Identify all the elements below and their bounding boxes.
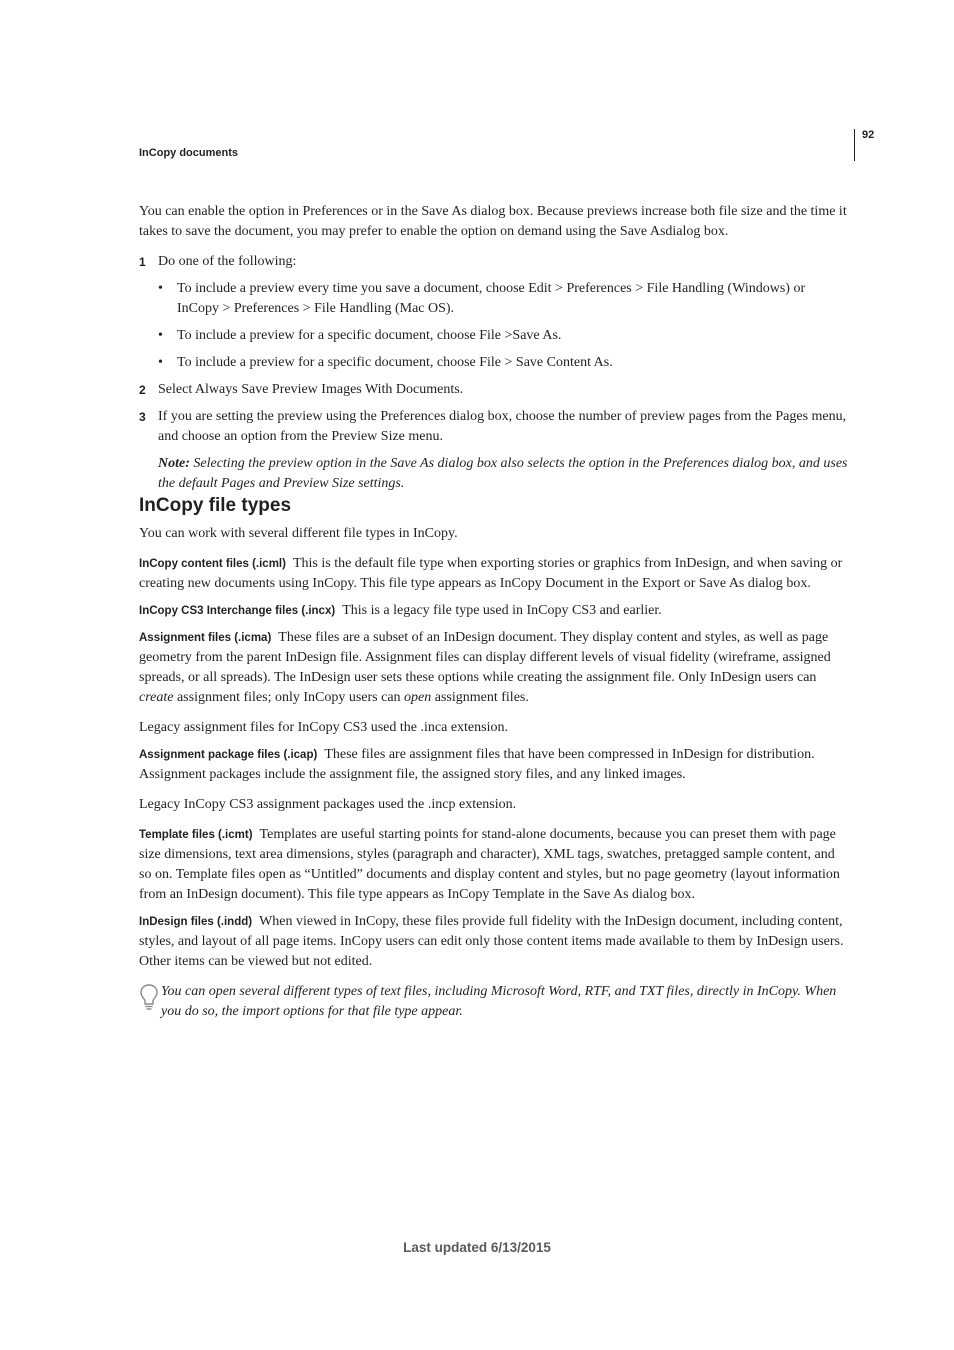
definition-item	[139, 745, 849, 785]
bullet-text: To include a preview for a specific document, choose File > Save Content As.	[177, 355, 613, 370]
definition-text: This is the default file type when exporting stories or graphics from InDesign, and when saving or creating new documents using InCopy. This file type appears as InCopy Document in the Export or Save As dialog box.	[139, 556, 843, 591]
lightbulb-icon	[139, 983, 159, 1013]
definition-term: Assignment files (.icma)	[139, 632, 272, 644]
bullet-icon: •	[158, 328, 163, 343]
body-paragraph: Legacy InCopy CS3 assignment packages used the .incp extension.	[139, 797, 517, 812]
section-intro: You can work with several different file types in InCopy.	[139, 526, 458, 541]
step-number: 3	[139, 410, 146, 424]
bullet-icon: •	[158, 355, 163, 370]
emphasis: create	[139, 690, 174, 705]
page-body	[139, 202, 849, 1022]
section-heading: InCopy file types	[139, 495, 292, 516]
step-text: Select Always Save Preview Images With Documents.	[158, 382, 464, 397]
definition-term: InDesign files (.indd)	[139, 916, 253, 928]
tip-callout	[139, 982, 849, 1022]
tip-text: You can open several different types of text files, including Microsoft Word, RTF, and TXT files, directly in InCopy. When you do so, the import options for that file type appear.	[161, 984, 837, 1019]
definition-text: These files are assignment files that have been compressed in InDesign for distribution. Assignment packages include the assignment file, the assigned story files, and any linked images.	[139, 747, 815, 782]
step-item	[139, 252, 849, 272]
definition-text: Templates are useful starting points for stand-alone documents, because you can preset them with page size dimensions, text area dimensions, styles (paragraph and character), XML tags, swatches, pretagged sample content, and so on. Template files open as “Untitled” documents and display content and styles, but no page geometry (layout information from an InDesign document). This file type appears as InCopy Template in the Save As dialog box.	[139, 827, 840, 902]
step-item	[139, 407, 849, 447]
definition-text: assignment files.	[431, 690, 529, 705]
definition-item	[139, 554, 849, 594]
definition-text: These files are a subset of an InDesign document. They display content and styles, as well as page geometry from the parent InDesign file. Assignment files can display different levels of visual fidelity (wireframe, assigned spreads, or all spreads). The InDesign user sets these options while creating the assignment file. Only InDesign users can	[139, 630, 831, 685]
definition-item	[139, 628, 849, 708]
definition-item	[139, 601, 849, 621]
note	[139, 454, 849, 494]
definition-term: Assignment package files (.icap)	[139, 749, 318, 761]
footer-last-updated: Last updated 6/13/2015	[403, 1240, 551, 1255]
bullet-text: To include a preview every time you save a document, choose Edit > Preferences > File Handling (Windows) or InCopy > Preferences > File Handling (Mac OS).	[177, 281, 806, 316]
note-text: Selecting the preview option in the Save As dialog box also selects the option in the Preferences dialog box, and uses the default Pages and Preview Size settings.	[158, 456, 848, 491]
list-item	[139, 353, 849, 373]
note-label: Note:	[158, 456, 190, 471]
step-text: Do one of the following:	[158, 254, 297, 269]
step-number: 2	[139, 383, 146, 397]
list-item	[139, 279, 849, 319]
bullet-icon: •	[158, 281, 163, 296]
definition-term: InCopy CS3 Interchange files (.incx)	[139, 605, 336, 617]
definition-item	[139, 912, 849, 972]
bullet-text: To include a preview for a specific document, choose File >Save As.	[177, 328, 562, 343]
intro-paragraph: You can enable the option in Preferences or in the Save As dialog box. Because previews increase both file size and the time it takes to save the document, you may prefer to enable the option on demand using the Save Asdialog box.	[139, 204, 847, 239]
running-header: InCopy documents	[139, 147, 239, 159]
page-number: 92	[862, 129, 875, 141]
definition-text: assignment files; only InCopy users can	[173, 690, 405, 705]
emphasis: open	[404, 690, 432, 705]
definition-item	[139, 825, 849, 905]
body-paragraph: Legacy assignment files for InCopy CS3 used the .inca extension.	[139, 720, 508, 735]
definition-text: When viewed in InCopy, these files provide full fidelity with the InDesign document, including content, styles, and layout of all page items. InCopy users can edit only those content items made available to them by InDesign users. Other items can be viewed but not edited.	[139, 914, 844, 969]
list-item	[139, 326, 849, 346]
step-text: If you are setting the preview using the Preferences dialog box, choose the number of preview pages from the Pages menu, and choose an option from the Preview Size menu.	[158, 409, 847, 444]
header-rule	[854, 129, 855, 161]
definition-text: This is a legacy file type used in InCopy CS3 and earlier.	[342, 603, 662, 618]
step-item	[139, 380, 849, 400]
definition-term: Template files (.icmt)	[139, 829, 253, 841]
definition-term: InCopy content files (.icml)	[139, 558, 286, 570]
step-number: 1	[139, 255, 146, 269]
